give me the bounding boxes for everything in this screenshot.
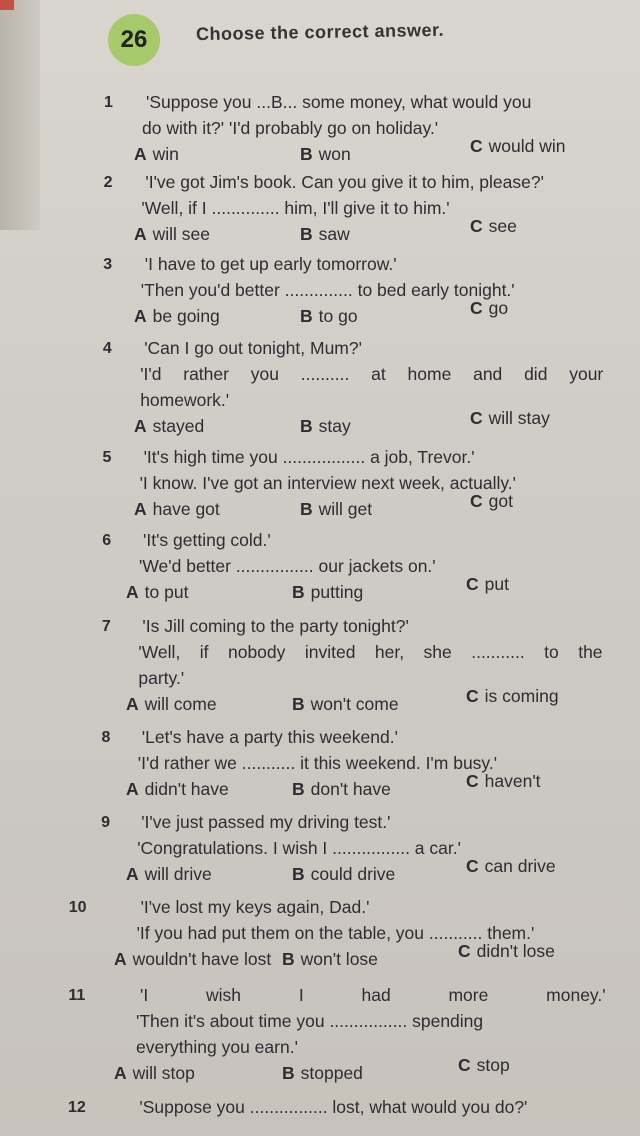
question-number: 9 xyxy=(101,814,111,831)
option-text: win xyxy=(152,144,179,164)
option-letter: B xyxy=(300,144,313,164)
question-number: 3 xyxy=(103,256,113,273)
question-text-line: 'If you had put them on the table, you ........... them.' xyxy=(136,923,535,943)
option-letter: C xyxy=(470,491,483,511)
answer-option-a[interactable] xyxy=(126,864,212,885)
question-text-line: 'Well, if I .............. him, I'll give it to him.' xyxy=(141,198,450,218)
answer-option-b[interactable] xyxy=(292,694,399,715)
answer-option-b[interactable] xyxy=(292,864,395,885)
question-text-line: 'I wish I had more money.' xyxy=(140,985,606,1005)
option-text: to put xyxy=(144,582,189,602)
option-text: don't have xyxy=(310,779,391,799)
option-text: be going xyxy=(152,306,220,326)
answer-option-a[interactable] xyxy=(134,499,220,520)
question-number: 6 xyxy=(102,532,112,549)
option-letter: C xyxy=(466,771,479,791)
question-text-line: 'It's getting cold.' xyxy=(143,530,271,550)
option-text: saw xyxy=(318,224,350,244)
answer-option-c[interactable] xyxy=(466,771,541,792)
option-letter: B xyxy=(292,779,305,799)
option-text: will see xyxy=(152,224,211,244)
question-text-line: 'It's high time you ................. a job, Trevor.' xyxy=(143,447,475,467)
answer-option-c[interactable] xyxy=(466,574,509,595)
answer-option-a[interactable] xyxy=(114,949,271,970)
answer-option-a[interactable] xyxy=(114,1063,195,1084)
exercise-instruction: Choose the correct answer. xyxy=(195,19,445,45)
option-letter: B xyxy=(292,582,305,602)
option-letter: B xyxy=(292,864,305,884)
question-text-line: 'Can I go out tonight, Mum?' xyxy=(144,338,362,358)
option-letter: A xyxy=(134,224,147,244)
option-letter: C xyxy=(470,216,483,236)
question-text-line: 'I know. I've got an interview next week, actually.' xyxy=(139,473,517,493)
page-edge xyxy=(0,0,40,230)
question-text-line: 'Suppose you ................ lost, what would you do?' xyxy=(139,1097,528,1117)
question-text-line: everything you earn.' xyxy=(136,1037,298,1057)
exercise-number-badge: 26 xyxy=(108,14,160,66)
option-letter: A xyxy=(126,582,139,602)
option-text: will stop xyxy=(132,1063,195,1083)
question-text-line: 'We'd better ................ our jackets on.' xyxy=(139,556,436,576)
option-text: put xyxy=(484,574,509,594)
option-letter: A xyxy=(114,1063,127,1083)
option-text: to go xyxy=(318,306,358,326)
option-letter: C xyxy=(470,408,483,428)
option-letter: A xyxy=(126,864,139,884)
question-text-line: 'Congratulations. I wish I ................ a car.' xyxy=(137,838,461,858)
answer-option-b[interactable] xyxy=(300,416,351,437)
answer-option-b[interactable] xyxy=(292,779,391,800)
red-bookmark-mark xyxy=(0,0,14,10)
option-text: stop xyxy=(476,1055,510,1075)
option-letter: B xyxy=(282,949,295,969)
question-number: 1 xyxy=(104,94,113,111)
option-text: go xyxy=(488,298,509,318)
answer-option-a[interactable] xyxy=(126,694,217,715)
option-letter: C xyxy=(470,136,483,156)
question-number: 2 xyxy=(103,174,113,191)
question-number: 8 xyxy=(101,729,111,746)
answer-option-a[interactable] xyxy=(126,582,188,603)
question-text-line: 'Is Jill coming to the party tonight?' xyxy=(142,616,409,636)
question-number: 5 xyxy=(102,449,112,466)
answer-option-c[interactable] xyxy=(458,941,555,962)
answer-option-a[interactable] xyxy=(134,224,210,245)
option-text: have got xyxy=(152,499,220,519)
question-number: 10 xyxy=(68,899,87,916)
option-letter: C xyxy=(466,856,479,876)
answer-option-b[interactable] xyxy=(300,306,358,327)
answer-option-c[interactable] xyxy=(470,298,508,319)
question-text-line: homework.' xyxy=(140,390,230,410)
option-letter: A xyxy=(114,949,127,969)
option-letter: B xyxy=(300,499,313,519)
option-letter: A xyxy=(134,416,147,436)
option-text: stopped xyxy=(300,1063,363,1083)
option-letter: A xyxy=(126,694,139,714)
option-letter: C xyxy=(458,1055,471,1075)
question-text-line: party.' xyxy=(138,668,185,688)
question-number: 4 xyxy=(102,340,112,357)
option-letter: B xyxy=(292,694,305,714)
answer-option-c[interactable] xyxy=(470,136,566,157)
option-letter: C xyxy=(466,686,479,706)
question-text-line: 'I'd rather you .......... at home and did your xyxy=(140,364,604,384)
answer-option-c[interactable] xyxy=(466,856,556,877)
option-letter: B xyxy=(300,306,313,326)
answer-option-a[interactable] xyxy=(134,144,179,165)
question-number: 7 xyxy=(101,618,111,635)
option-letter: A xyxy=(134,306,147,326)
answer-option-c[interactable] xyxy=(470,491,513,512)
option-text: got xyxy=(488,491,513,511)
question-text-line: 'Suppose you ...B... some money, what would you xyxy=(146,92,532,112)
option-letter: C xyxy=(458,941,471,961)
option-letter: A xyxy=(134,499,147,519)
answer-option-b[interactable] xyxy=(292,582,363,603)
question-text-line: 'Well, if nobody invited her, she ........... to the xyxy=(138,642,603,662)
answer-option-a[interactable] xyxy=(134,416,204,437)
question-text-line: 'I have to get up early tomorrow.' xyxy=(144,254,397,274)
answer-option-a[interactable] xyxy=(134,306,220,327)
option-letter: C xyxy=(466,574,479,594)
answer-option-b[interactable] xyxy=(300,499,372,520)
answer-option-b[interactable] xyxy=(300,224,350,245)
option-text: would win xyxy=(488,136,566,156)
question-text-line: 'Let's have a party this weekend.' xyxy=(141,727,398,747)
option-text: haven't xyxy=(484,771,541,791)
answer-option-b[interactable] xyxy=(282,1063,363,1084)
answer-option-c[interactable] xyxy=(470,216,517,237)
option-text: will drive xyxy=(144,864,212,884)
question-text-line: 'I'd rather we ........... it this weekend. I'm busy.' xyxy=(137,753,498,773)
option-text: stay xyxy=(318,416,351,436)
answer-option-b[interactable] xyxy=(300,144,351,165)
answer-option-a[interactable] xyxy=(126,779,229,800)
question-text-line: 'I've just passed my driving test.' xyxy=(141,812,391,832)
option-text: putting xyxy=(310,582,364,602)
answer-option-c[interactable] xyxy=(458,1055,510,1076)
option-text: could drive xyxy=(310,864,396,884)
option-letter: B xyxy=(300,224,313,244)
question-text-line: 'I've got Jim's book. Can you give it to him, please?' xyxy=(145,172,544,192)
question-text-line: do with it?' 'I'd probably go on holiday.' xyxy=(142,118,439,138)
answer-option-c[interactable] xyxy=(470,408,550,429)
option-text: won xyxy=(318,144,351,164)
answer-option-b[interactable] xyxy=(282,949,378,970)
option-text: see xyxy=(488,216,517,236)
option-text: didn't lose xyxy=(476,941,555,961)
option-text: will come xyxy=(144,694,217,714)
option-letter: B xyxy=(300,416,313,436)
option-text: stayed xyxy=(152,416,205,436)
question-text-line: 'Then you'd better .............. to bed early tonight.' xyxy=(140,280,515,300)
option-text: wouldn't have lost xyxy=(132,949,272,969)
option-text: is coming xyxy=(484,686,559,706)
option-text: won't lose xyxy=(300,949,378,969)
question-text-line: 'I've lost my keys again, Dad.' xyxy=(140,897,370,917)
option-text: didn't have xyxy=(144,779,229,799)
answer-option-c[interactable] xyxy=(466,686,559,707)
question-number: 11 xyxy=(68,987,86,1004)
option-text: will get xyxy=(318,499,373,519)
option-text: can drive xyxy=(484,856,556,876)
option-text: will stay xyxy=(488,408,550,428)
option-text: won't come xyxy=(310,694,399,714)
option-letter: C xyxy=(470,298,483,318)
option-letter: A xyxy=(126,779,139,799)
question-number: 12 xyxy=(68,1099,86,1116)
option-letter: A xyxy=(134,144,147,164)
question-text-line: 'Then it's about time you ................ spending xyxy=(136,1011,484,1031)
option-letter: B xyxy=(282,1063,295,1083)
